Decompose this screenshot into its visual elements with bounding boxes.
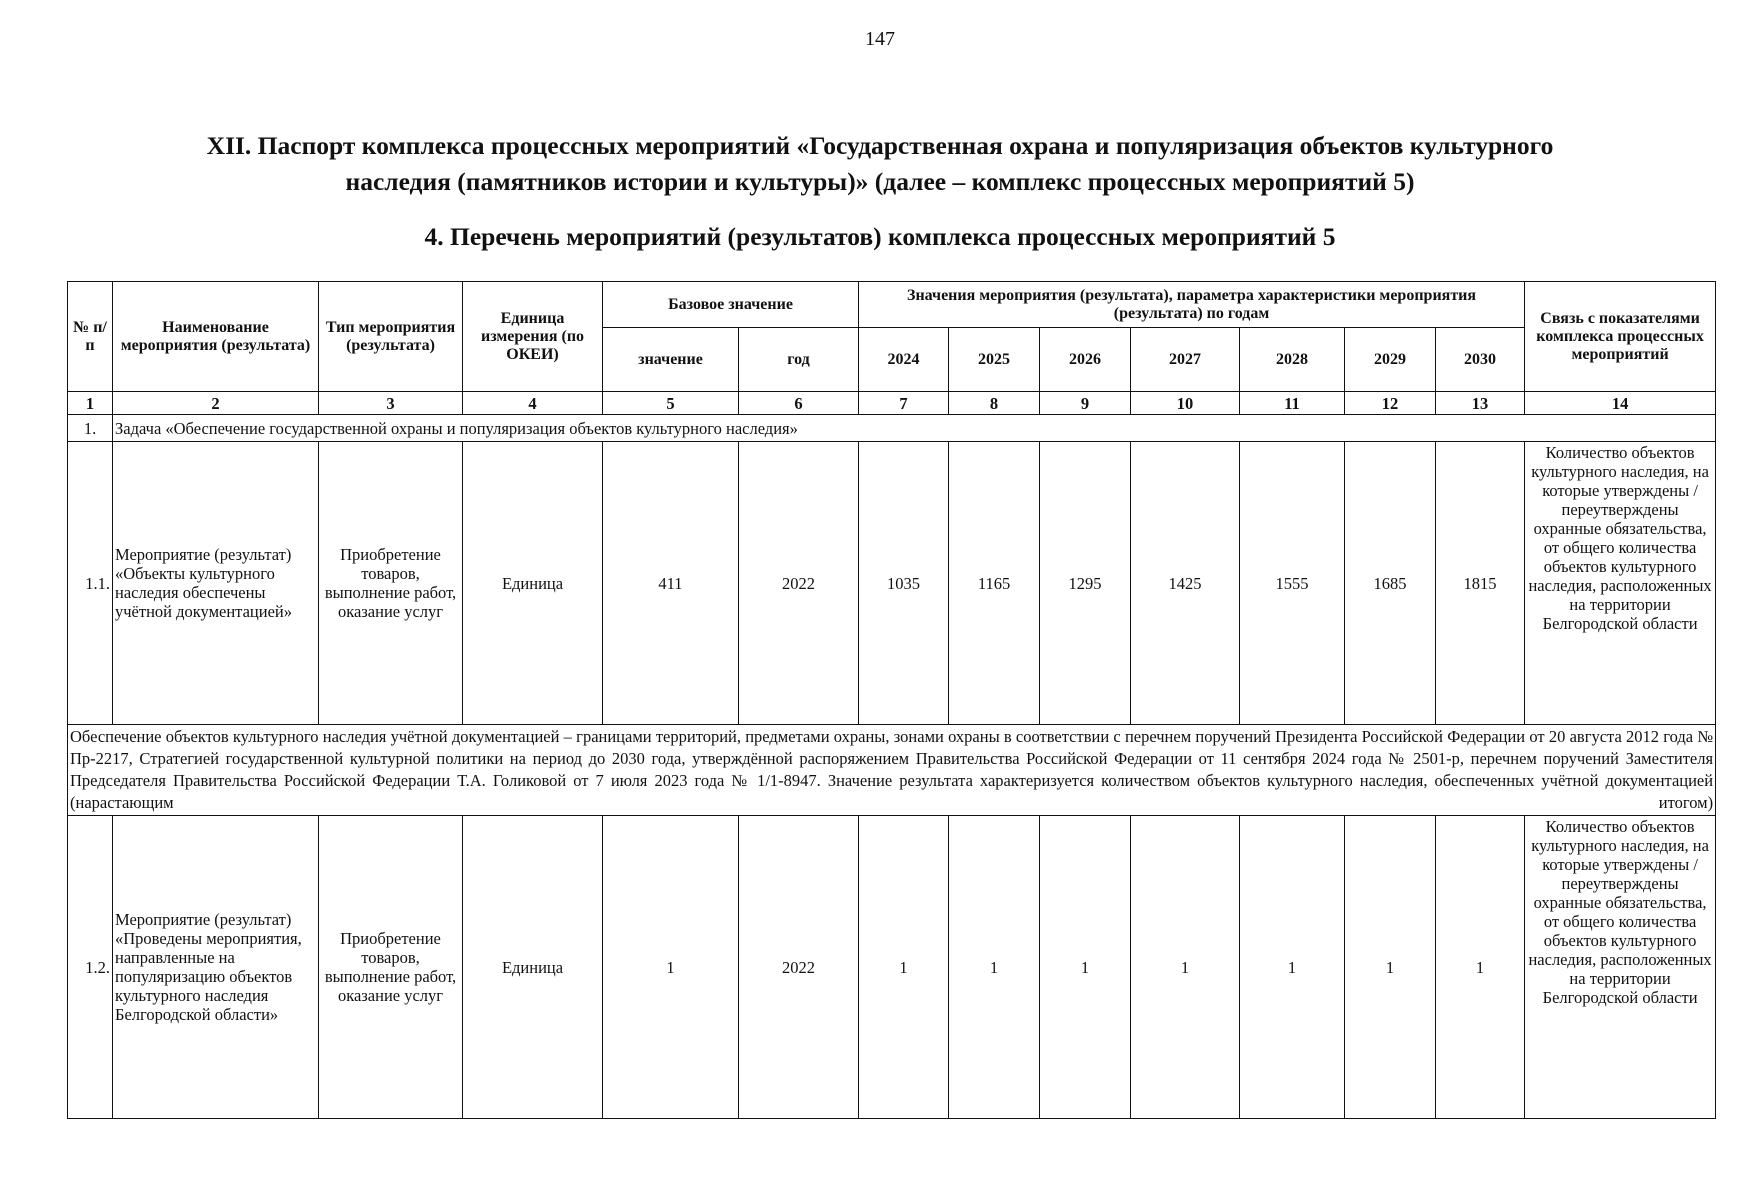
- row-value-2027: 1425: [1131, 442, 1240, 725]
- column-number: 8: [949, 392, 1040, 415]
- row-name: Мероприятие (результат) «Объекты культурного наследия обеспечены учётной документацией»: [113, 442, 319, 725]
- column-number: 1: [68, 392, 113, 415]
- column-number: 2: [113, 392, 319, 415]
- header-unit: Единица измерения (по ОКЕИ): [463, 282, 603, 392]
- page-number: 147: [865, 28, 895, 50]
- measures-table: [67, 281, 1716, 1119]
- column-number: 9: [1040, 392, 1131, 415]
- row-unit: Единица: [463, 816, 603, 1119]
- row-base-year: 2022: [739, 442, 859, 725]
- header-base-year: год: [739, 328, 859, 392]
- table-row: [68, 816, 1716, 1119]
- section-subtitle: 4. Перечень мероприятий (результатов) комплекса процессных мероприятий 5: [424, 222, 1336, 251]
- row-value-2030: 1815: [1436, 442, 1525, 725]
- table-row: [68, 442, 1716, 725]
- header-base-value: значение: [603, 328, 739, 392]
- header-type: Тип мероприятия (результата): [319, 282, 463, 392]
- row-value-2026: 1295: [1040, 442, 1131, 725]
- title-line-2: наследия (памятников истории и культуры)» (далее – комплекс процессных мероприятий 5): [345, 167, 1415, 196]
- header-base: Базовое значение: [603, 282, 859, 328]
- row-value-2028: 1: [1240, 816, 1345, 1119]
- row-num: 1.1.: [68, 442, 113, 725]
- row-base-year: 2022: [739, 816, 859, 1119]
- row-value-2026: 1: [1040, 816, 1131, 1119]
- row-value-2028: 1555: [1240, 442, 1345, 725]
- task-num: 1.: [68, 415, 113, 442]
- header-year-2030: 2030: [1436, 328, 1525, 392]
- header-year-2026: 2026: [1040, 328, 1131, 392]
- row-name: Мероприятие (результат) «Проведены мероприятия, направленные на популяризацию объектов культурного наследия Белгородской области»: [113, 816, 319, 1119]
- row-unit: Единица: [463, 442, 603, 725]
- row-value-2024: 1: [859, 816, 949, 1119]
- row-link: Количество объектов культурного наследия, на которые утверждены / переутверждены охранные обязательства, от общего количества объектов культурного наследия, расположенных на территории Белгородской области: [1525, 442, 1716, 725]
- header-year-2029: 2029: [1345, 328, 1436, 392]
- row-value-2025: 1165: [949, 442, 1040, 725]
- row-value-2024: 1035: [859, 442, 949, 725]
- description-row: [68, 725, 1716, 816]
- header-values-group: Значения мероприятия (результата), параметра характеристики мероприятия (результата) по годам: [859, 282, 1525, 328]
- column-number-row: [68, 392, 1716, 415]
- row-description: Обеспечение объектов культурного наследия учётной документацией – границами территорий, предметами охраны, зонами охраны в соответствии с перечнем поручений Президента Российской Федерации от 20 августа 2012 года № Пр-2217, Стратегией государственной культурной политики на период до 2030 года, утверждённой распоряжением Правительства Российской Федерации от 11 сентября 2024 года № 2501-р, перечнем поручений Заместителя Председателя Правительства Российской Федерации Т.А. Голиковой от 7 июля 2023 года № 1/1-8947. Значение результата характеризуется количеством объектов культурного наследия, обеспеченных учётной документацией (нарастающим итогом): [68, 725, 1716, 816]
- header-year-2027: 2027: [1131, 328, 1240, 392]
- header-link: Связь с показателями комплекса процессных мероприятий: [1525, 282, 1716, 392]
- row-type: Приобретение товаров, выполнение работ, оказание услуг: [319, 442, 463, 725]
- row-type: Приобретение товаров, выполнение работ, оказание услуг: [319, 816, 463, 1119]
- column-number: 13: [1436, 392, 1525, 415]
- row-value-2029: 1: [1345, 816, 1436, 1119]
- row-base-value: 411: [603, 442, 739, 725]
- row-num: 1.2.: [68, 816, 113, 1119]
- column-number: 10: [1131, 392, 1240, 415]
- title-line-1: XII. Паспорт комплекса процессных мероприятий «Государственная охрана и популяризация объектов культурного: [206, 131, 1554, 160]
- row-value-2027: 1: [1131, 816, 1240, 1119]
- column-number: 7: [859, 392, 949, 415]
- row-value-2025: 1: [949, 816, 1040, 1119]
- header-year-2028: 2028: [1240, 328, 1345, 392]
- document-title: [60, 128, 1700, 200]
- row-link: Количество объектов культурного наследия, на которые утверждены / переутверждены охранные обязательства, от общего количества объектов культурного наследия, расположенных на территории Белгородской области: [1525, 816, 1716, 1119]
- header-name: Наименование мероприятия (результата): [113, 282, 319, 392]
- header-num: № п/п: [68, 282, 113, 392]
- row-value-2029: 1685: [1345, 442, 1436, 725]
- column-number: 14: [1525, 392, 1716, 415]
- column-number: 6: [739, 392, 859, 415]
- column-number: 5: [603, 392, 739, 415]
- row-base-value: 1: [603, 816, 739, 1119]
- header-year-2025: 2025: [949, 328, 1040, 392]
- column-number: 4: [463, 392, 603, 415]
- task-row: [68, 415, 1716, 442]
- task-text: Задача «Обеспечение государственной охраны и популяризация объектов культурного наследия»: [113, 415, 1716, 442]
- column-number: 11: [1240, 392, 1345, 415]
- row-value-2030: 1: [1436, 816, 1525, 1119]
- column-number: 12: [1345, 392, 1436, 415]
- header-year-2024: 2024: [859, 328, 949, 392]
- column-number: 3: [319, 392, 463, 415]
